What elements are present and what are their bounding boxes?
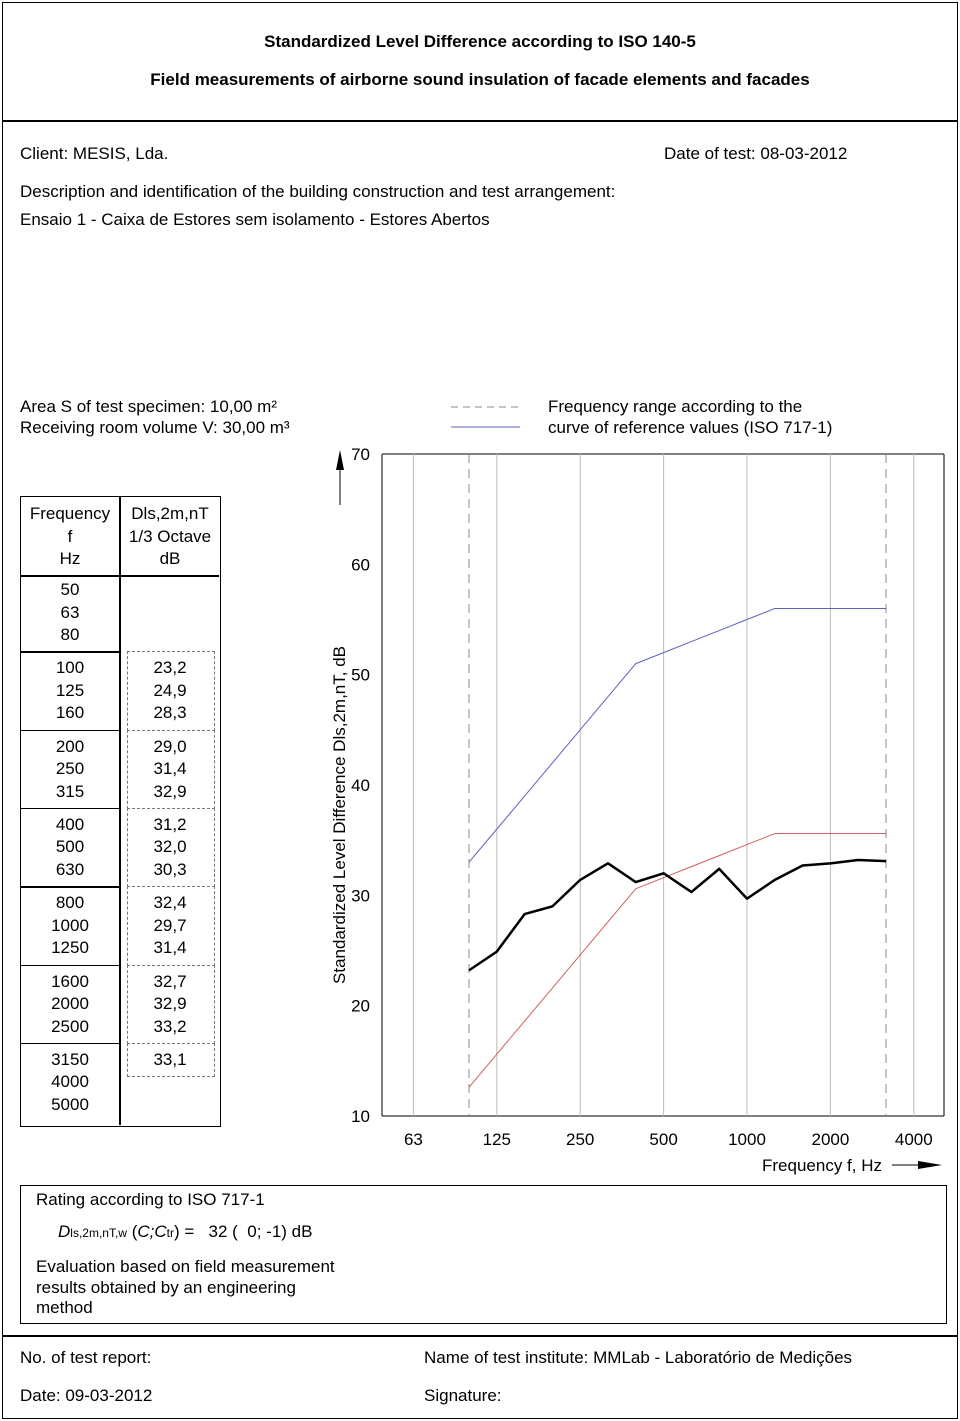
- legend-line2: curve of reference values (ISO 717-1): [548, 418, 833, 437]
- value-group: [121, 814, 219, 882]
- value-cell: 29,7: [153, 915, 187, 935]
- table-group-divider: [21, 808, 119, 810]
- x-tick-label: 63: [403, 1130, 423, 1149]
- freq-group: [21, 892, 119, 960]
- freq-cell: 2500: [51, 1016, 89, 1036]
- value-cell: 31,4: [153, 759, 187, 779]
- freq-group: [21, 1049, 119, 1117]
- chart-series: [469, 608, 886, 1087]
- x-tick-label: 4000: [894, 1130, 933, 1149]
- rating-heading: Rating according to ISO 717-1: [36, 1190, 265, 1209]
- header-freq-line1: Frequency: [29, 504, 111, 523]
- value-cell: 24,9: [153, 680, 187, 700]
- value-cell: 23,2: [153, 658, 187, 678]
- series-reference-line: [469, 608, 886, 862]
- value-cell: [121, 624, 219, 647]
- y-tick-label: 70: [351, 445, 370, 464]
- value-cell: 33,1: [153, 1049, 187, 1069]
- title-divider: [2, 120, 958, 122]
- value-cell: [121, 1094, 219, 1117]
- freq-cell: 1250: [51, 938, 89, 958]
- test-institute: Name of test institute: MMLab - Laboratório de Medições: [424, 1348, 853, 1367]
- value-cell: 31,2: [153, 814, 187, 834]
- x-axis-label: Frequency f, Hz: [762, 1156, 882, 1175]
- header-freq-line3: Hz: [59, 549, 81, 568]
- freq-cell: 2000: [51, 994, 89, 1013]
- area-text: Area S of test specimen: 10,00 m²: [20, 397, 278, 416]
- freq-cell: 200: [55, 736, 85, 756]
- series-shifted-reference-line: [469, 834, 886, 1088]
- freq-cell: 50: [60, 580, 80, 599]
- date-of-test: Date of test: 08-03-2012: [664, 144, 848, 163]
- page-title: Standardized Level Difference according to ISO 140-5: [264, 32, 696, 51]
- y-axis-label: Standardized Level Difference Dls,2m,nT, dB: [330, 646, 349, 984]
- value-cell: 32,9: [153, 781, 187, 801]
- table-header-freq: [21, 503, 119, 571]
- y-tick-label: 40: [351, 776, 370, 795]
- evaluation-line3: method: [36, 1298, 93, 1317]
- freq-group: [21, 736, 119, 804]
- header-val-line2: 1/3 Octave: [128, 526, 212, 546]
- header-val-line1: Dls,2m,nT: [131, 504, 209, 523]
- series-measured-line: [469, 860, 886, 970]
- table-group-divider: [21, 651, 119, 653]
- freq-group: [21, 971, 119, 1039]
- value-group: [121, 736, 219, 804]
- value-group: [121, 579, 219, 647]
- y-tick-label: 30: [351, 886, 370, 906]
- page-subtitle: Field measurements of airborne sound insulation of facade elements and facades: [150, 70, 810, 89]
- freq-cell: 1600: [51, 971, 89, 991]
- value-cell: 32,4: [153, 893, 187, 913]
- table-header-divider: [21, 575, 219, 577]
- freq-cell: 63: [60, 602, 80, 622]
- volume-text: Receiving room volume V: 30,00 m³: [20, 418, 290, 437]
- rating-sep: ;: [149, 1222, 155, 1241]
- freq-cell: 4000: [51, 1072, 89, 1092]
- x-tick-label: 250: [566, 1130, 595, 1149]
- x-tick-label: 2000: [811, 1130, 850, 1149]
- table-group-divider: [21, 730, 119, 732]
- rating-open: (: [131, 1222, 138, 1241]
- freq-cell: 250: [55, 759, 85, 779]
- value-cell: [121, 579, 219, 602]
- value-cell: [121, 602, 219, 625]
- value-cell: 30,3: [153, 859, 187, 879]
- description-label: Description and identification of the building construction and test arrangement:: [20, 182, 616, 201]
- freq-cell: 800: [55, 893, 85, 913]
- x-tick-label: 500: [649, 1130, 678, 1149]
- rating-symbol: D: [58, 1222, 71, 1241]
- freq-cell: 3150: [51, 1049, 89, 1069]
- report-date: Date: 09-03-2012: [20, 1386, 153, 1405]
- footer-divider: [2, 1335, 958, 1337]
- y-tick-label: 10: [351, 1107, 370, 1126]
- table-header-value: [121, 503, 219, 571]
- x-axis-arrow-head: [918, 1161, 942, 1169]
- y-tick-label: 20: [351, 996, 370, 1016]
- table-group-divider: [21, 1043, 119, 1045]
- value-group: [121, 657, 219, 725]
- freq-cell: 100: [55, 658, 85, 678]
- rating-ctr-term: C: [154, 1222, 167, 1241]
- freq-cell: 400: [55, 814, 85, 834]
- freq-cell: 630: [55, 859, 85, 879]
- freq-group: [21, 814, 119, 882]
- value-group: [121, 892, 219, 960]
- rating-close: ): [174, 1222, 180, 1241]
- data-table: [20, 496, 221, 1127]
- rating-formula: [58, 1222, 312, 1242]
- client-label: Client: MESIS, Lda.: [20, 144, 169, 163]
- value-cell: [121, 1071, 219, 1094]
- evaluation-text: [36, 1257, 335, 1319]
- rating-ctr-sub: tr: [166, 1226, 175, 1240]
- freq-cell: 80: [60, 625, 80, 644]
- rating-c-term: C: [137, 1222, 150, 1241]
- y-axis-arrow-head: [336, 450, 344, 470]
- rating-symbol-sub: ls,2m,nT,w: [70, 1226, 127, 1240]
- report-number: No. of test report:: [20, 1348, 152, 1367]
- value-cell: 32,9: [153, 994, 187, 1013]
- description-text: Ensaio 1 - Caixa de Estores sem isolamento - Estores Abertos: [20, 210, 490, 229]
- header-val-line3: dB: [159, 549, 181, 568]
- legend-swatches: [448, 398, 523, 434]
- table-group-divider: [21, 965, 119, 967]
- legend-line1: Frequency range according to the: [548, 397, 803, 416]
- y-tick-label: 50: [351, 665, 370, 685]
- freq-group: [21, 579, 119, 647]
- value-cell: 31,4: [153, 938, 187, 958]
- value-group: [121, 971, 219, 1039]
- value-group: [121, 1049, 219, 1117]
- freq-cell: 125: [55, 680, 85, 700]
- freq-group: [21, 657, 119, 725]
- header-freq-line2: f: [67, 526, 73, 546]
- value-cell: 32,7: [153, 971, 187, 991]
- value-cell: 32,0: [153, 837, 187, 857]
- value-cell: 29,0: [153, 736, 187, 756]
- table-group-divider: [21, 886, 119, 888]
- freq-cell: 160: [55, 703, 85, 723]
- value-cell: 33,2: [153, 1016, 187, 1036]
- evaluation-line2: results obtained by an engineering: [36, 1277, 296, 1297]
- freq-cell: 1000: [51, 915, 89, 935]
- evaluation-line1: Evaluation based on field measurement: [36, 1257, 335, 1276]
- value-cell: 28,3: [153, 703, 187, 723]
- x-tick-label: 1000: [728, 1130, 766, 1149]
- freq-cell: 5000: [51, 1094, 89, 1114]
- y-tick-label: 60: [351, 555, 370, 575]
- level-difference-chart: [320, 440, 955, 1180]
- freq-cell: 500: [55, 837, 85, 857]
- x-tick-label: 125: [482, 1130, 511, 1149]
- freq-cell: 315: [55, 781, 85, 801]
- rating-result: = 32 ( 0; -1) dB: [184, 1222, 313, 1241]
- chart-x-ticks: [404, 1130, 933, 1149]
- chart-grid: [382, 454, 944, 1116]
- chart-y-ticks: [351, 445, 370, 1126]
- signature-label: Signature:: [424, 1386, 502, 1405]
